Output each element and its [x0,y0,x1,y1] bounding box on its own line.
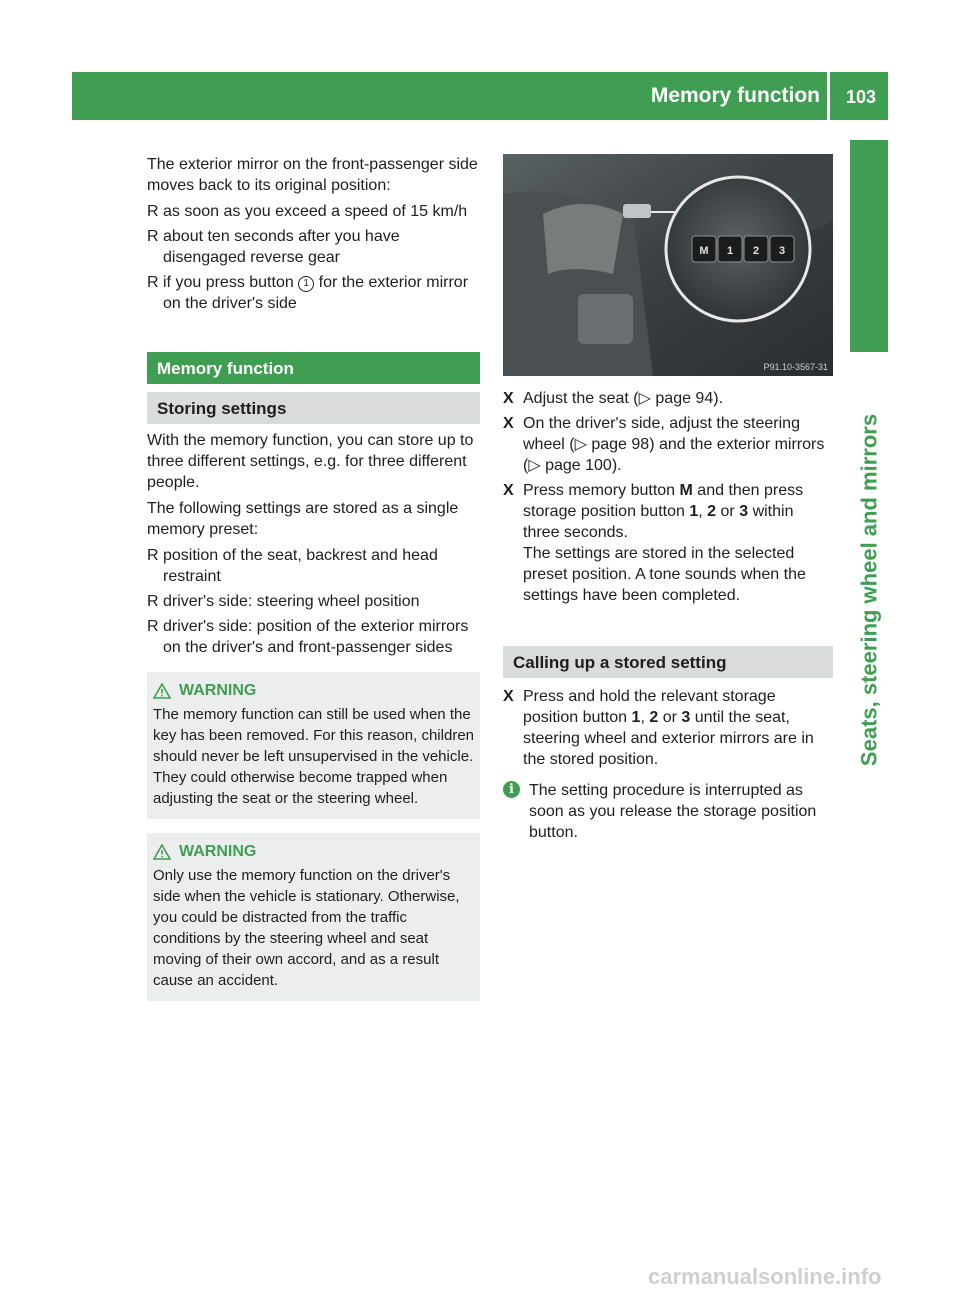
door-panel-photo [503,154,833,376]
header-divider [827,72,830,120]
page-reference-link[interactable]: page 100 [545,457,612,474]
info-icon: i [503,781,520,798]
section-title: Memory function [147,352,480,384]
mirror-return-list [147,201,480,314]
list-item: X Adjust the seat (▷ page 94). [503,390,724,407]
list-item: X Press memory button M and then press storage position button 1, 2 or 3 within three seconds. The settings are stored in the selected preset position. A tone sounds when the settings have been completed. [503,480,833,606]
page-ref-arrow-icon: ▷ [638,390,651,407]
header-title: Memory function [650,84,820,107]
warning-title: WARNING [179,843,257,860]
memory-button-m: M [699,245,709,257]
warning-box [147,672,480,819]
right-column [503,154,833,843]
recall-steps [503,686,833,770]
warning-triangle-icon [153,844,171,860]
chapter-label [850,370,888,810]
callout-1-icon: 1 [298,276,314,292]
page-number: 103 [845,87,876,107]
memory-button-3: 3 [778,245,786,257]
memory-button-2: 2 [752,245,760,257]
info-note [503,780,833,843]
list-item: R driver's side: position of the exterior mirrors on the driver's and front-passenger sides [147,618,469,656]
info-text: The setting procedure is interrupted as soon as you release the storage position button. [529,782,817,841]
list-item: R about ten seconds after you have disengaged reverse gear [147,228,400,266]
list-item: R driver's side: steering wheel position [147,593,420,610]
page-header [72,72,888,120]
subsection-title: Storing settings [147,392,480,424]
list-item: R as soon as you exceed a speed of 15 km/h [147,203,468,220]
chapter-label-text: Seats, steering wheel and mirrors [856,413,882,767]
storing-steps [503,388,833,606]
memory-button-1: 1 [726,245,734,257]
watermark: carmanualsonline.info [648,1264,882,1289]
warning-title: WARNING [179,682,257,699]
page-ref-arrow-icon: ▷ [528,457,541,474]
paragraph: With the memory function, you can store up to three different settings, e.g. for three different people. [147,432,474,491]
step-result: The settings are stored in the selected preset position. A tone sounds when the settings have been completed. [523,545,806,604]
page-reference-link[interactable]: page 98 [591,436,650,453]
page-ref-arrow-icon: ▷ [574,436,587,453]
warning-triangle-icon [153,683,171,699]
warning-text: The memory function can still be used when the key has been removed. For this reason, children should never be left unsupervised in the vehicle. They could otherwise become trapped when adjusting the seat or the steering wheel. [153,706,474,807]
paragraph: The following settings are stored as a single memory preset: [147,500,459,538]
chapter-tab [850,140,888,352]
image-reference-code: P91.10-3567-31 [763,362,828,372]
door-panel-illustration [503,154,833,376]
warning-box [147,833,480,1001]
list-item: R position of the seat, backrest and head restraint [147,547,438,585]
intro-text: The exterior mirror on the front-passenger side moves back to its original position: [147,156,478,194]
left-column [147,154,480,1001]
page-reference-link[interactable]: page 94 [655,390,714,407]
list-item: X On the driver's side, adjust the steering wheel (▷ page 98) and the exterior mirrors (▷ page 100). [503,415,825,474]
subsection-title: Calling up a stored setting [503,646,833,678]
warning-text: Only use the memory function on the driver's side when the vehicle is stationary. Otherwise, you could be distracted from the traffic conditions by the steering wheel and seat moving of their own accord, and as a result cause an accident. [153,867,460,989]
preset-list [147,545,480,658]
list-item: X Press and hold the relevant storage position button 1, 2 or 3 until the seat, steering wheel and exterior mirrors are in the stored position. [503,688,814,768]
list-item: R if you press button 1 for the exterior mirror on the driver's side [147,274,469,312]
